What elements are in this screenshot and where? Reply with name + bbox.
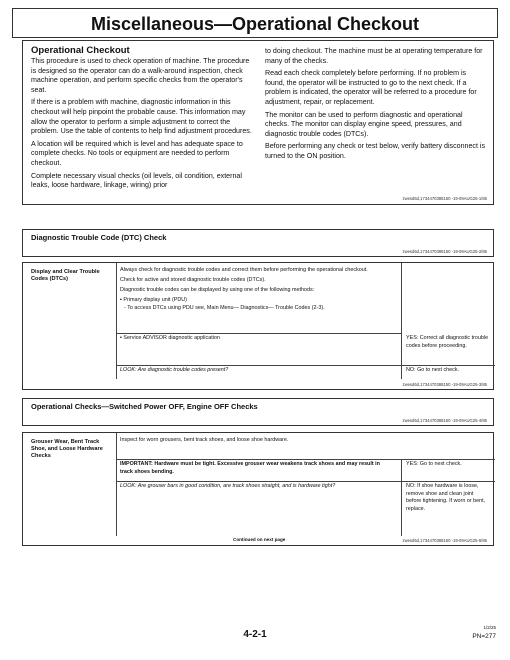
column-divider [401, 459, 402, 536]
row-divider [116, 481, 495, 482]
column-divider [116, 263, 117, 379]
intro-left-column [31, 57, 253, 194]
operational-checks-section [22, 398, 494, 426]
inspect-instruction: Inspect for worn grousers, bent track shoes, and loose shoe hardware. [120, 437, 289, 443]
bullet-item: ▪ Service ADVISOR diagnostic application [120, 335, 220, 341]
reference-code: zwesd6d,1734470388150 -19-09AUG25-5/85 [402, 538, 487, 543]
section-heading: Operational Checks—Switched Power OFF, Engine OFF Checks [31, 402, 258, 411]
look-question: LOOK: Are diagnostic trouble codes present? [120, 367, 229, 373]
row-divider [116, 333, 402, 334]
row-divider [116, 365, 495, 366]
page-title: Miscellaneous—Operational Checkout [12, 8, 498, 38]
paragraph: This procedure is used to check operation of machine. The procedure is designed so the operator can do a walk-around inspection, check machine operation, and perform specific checks from the operator's seat. [31, 57, 250, 94]
instruction-line: Check for active and stored diagnostic trouble codes (DTCs). [120, 277, 266, 284]
paragraph: The monitor can be used to perform diagnostic and operational checks. The monitor can display engine speed, pressures, and diagnostic trouble codes (DTCs). [265, 110, 463, 138]
paragraph: Before performing any check or test below, verify battery disconnect is turned to the ON position. [265, 142, 486, 160]
row-label: Grouser Wear, Bent Track Shoe, and Loose Hardware Checks [31, 439, 103, 459]
no-outcome: NO: If shoe hardware is loose, remove shoe and clean joint before tightening. If worn or bent, replace. [406, 483, 486, 512]
operational-checkout-section [22, 40, 494, 205]
intro-right-column [265, 47, 487, 165]
dtc-table [22, 262, 494, 390]
paragraph: Complete necessary visual checks (oil levels, oil condition, external leaks, loose hardware, linkage, wiring) prior [31, 171, 242, 190]
page-number: 4-2-1 [243, 629, 267, 640]
no-outcome: NO: Go to next check. [406, 367, 460, 373]
bullet-item: ▪ Primary display unit (PDU) [120, 297, 187, 304]
row-label: Display and Clear Trouble Codes (DTCs) [31, 269, 100, 282]
grouser-table [22, 432, 494, 546]
reference-code: zwesd6d,1734470388150 -19-09AUG25-3/85 [402, 382, 487, 387]
important-note: IMPORTANT: Hardware must be tight. Excessive grouser wear weakens track shoes and may result in track shoes bending. [120, 461, 380, 475]
yes-outcome: YES: Correct all diagnostic trouble codes before proceeding. [406, 335, 489, 349]
section-heading: Diagnostic Trouble Code (DTC) Check [31, 233, 167, 242]
dtc-instructions [120, 267, 390, 315]
continued-note: Continued on next page [233, 537, 286, 542]
reference-code: zwesd6d,1734470388150 -19-09AUG25-1/85 [402, 196, 487, 201]
paragraph: A location will be required which is level and has adequate space to complete checks. No tools or equipment are needed to perform checkout. [31, 139, 243, 167]
paragraph: If there is a problem with machine, diagnostic information in this checkout will help pinpoint the probable cause. This information may allow the operator to perform a simple adjustment to correct the problem. Use the table of contents to help find adjustment procedures. [31, 98, 252, 136]
pn-number: PN=277 [472, 633, 496, 640]
bullet-subitem: - To access DTCs using PDU see, Main Menu— Diagnostics— Trouble Codes (2-3). [124, 304, 325, 311]
paragraph: to doing checkout. The machine must be at operating temperature for many of the checks. [265, 47, 483, 65]
date-code: 1/2/25 [483, 625, 496, 630]
column-divider [116, 433, 117, 536]
instruction-line: Diagnostic trouble codes can be displayed by using one of the following methods: [120, 287, 315, 294]
reference-code: zwesd6d,1734470388150 -19-09AUG25-4/85 [402, 418, 487, 423]
paragraph: Read each check completely before performing. If no problem is found, the operator will be instructed to go to the next check. If a problem is indicated, the operator will be referred to a procedure for adjustment, repair, or replacement. [265, 69, 477, 106]
reference-code: zwesd6d,1734470388150 -19-09AUG25-2/85 [402, 249, 487, 254]
column-divider [401, 263, 402, 379]
section-heading: Operational Checkout [31, 45, 130, 56]
dtc-check-section [22, 229, 494, 257]
row-divider [116, 459, 495, 460]
yes-outcome: YES: Go to next check. [406, 461, 462, 467]
instruction-line: Always check for diagnostic trouble codes and correct them before performing the operational checkout. [120, 267, 368, 273]
look-question: LOOK: Are grouser bars in good condition, are track shoes straight, and is hardware tight? [120, 483, 336, 489]
